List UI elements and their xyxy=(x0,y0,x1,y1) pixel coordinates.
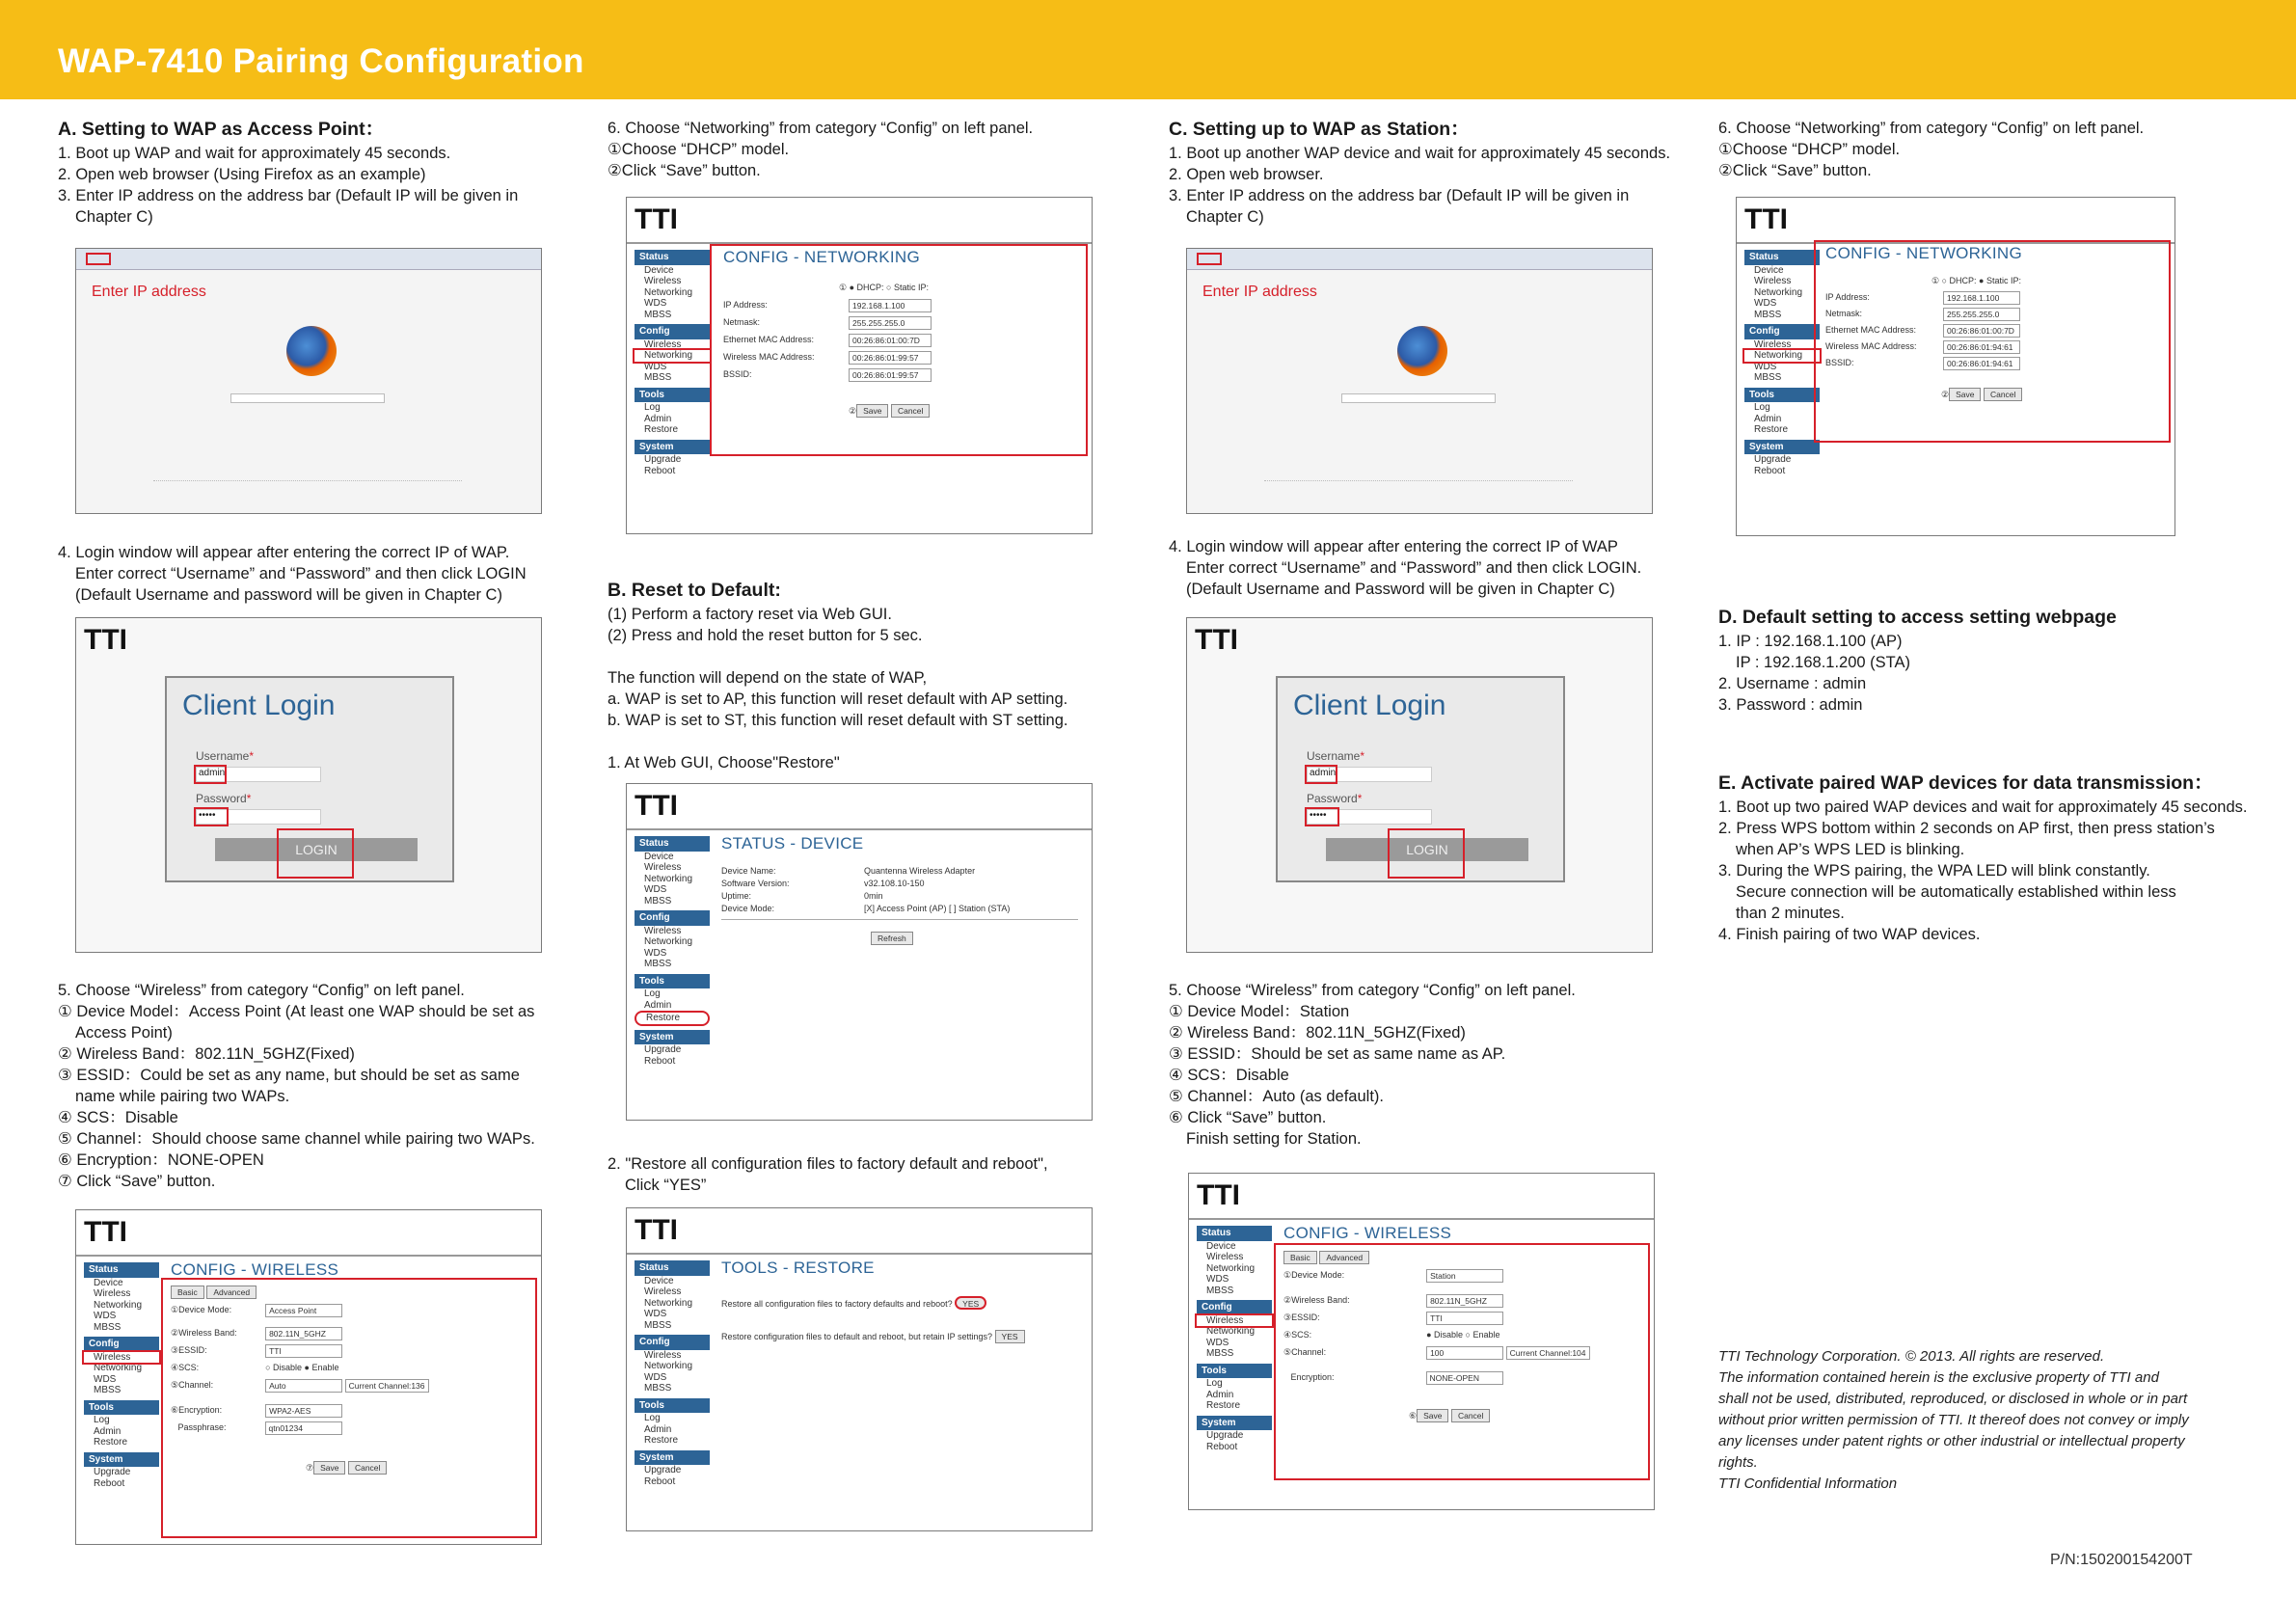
text-line: Click “YES” xyxy=(625,1177,707,1194)
text-line: ⑦ Click “Save” button. xyxy=(58,1173,216,1190)
text-line: when AP’s WPS LED is blinking. xyxy=(1736,841,1965,858)
panel-title: CONFIG - WIRELESS xyxy=(1283,1224,1452,1242)
text-line: ④ SCS：Disable xyxy=(1169,1067,1289,1084)
panel-title: CONFIG - NETWORKING xyxy=(1825,244,2023,262)
section-a-title: A. Setting to WAP as Access Point： xyxy=(58,119,385,140)
text-line: 1. Boot up two paired WAP devices and wait for approximately 45 seconds. xyxy=(1718,798,2248,816)
text-line: 2. Open web browser (Using Firefox as an example) xyxy=(58,166,426,183)
section-d xyxy=(1718,606,2258,716)
side-menu: Status Device Wireless Networking WDS MBSS Config Wireless Networking WDS MBSS Tools Log Admin Restore System Upgrade Reboot xyxy=(635,832,710,1067)
text-line: ③ ESSID：Could be set as any name, but should be set as same xyxy=(58,1067,520,1084)
text-line: ③ ESSID：Should be set as same name as AP. xyxy=(1169,1045,1506,1063)
search-box xyxy=(230,393,385,403)
text-line: ①Choose “DHCP” model. xyxy=(608,141,790,158)
save-button[interactable]: Save xyxy=(313,1461,345,1475)
username-field[interactable]: admin xyxy=(1307,767,1432,782)
section-a-step6 xyxy=(608,118,1109,181)
login-screenshot xyxy=(75,617,542,953)
menu-restore[interactable]: Restore xyxy=(635,1011,710,1026)
side-menu: Status Device Wireless Networking WDS MBSS Config Wireless Networking WDS MBSS Tools Log Admin Restore System Upgrade Reboot xyxy=(635,246,710,476)
side-menu: Status Device Wireless Networking WDS MBSS Config Wireless Networking WDS MBSS Tools Log Admin Restore System Upgrade Reboot xyxy=(1744,246,1820,476)
text-line: 5. Choose “Wireless” from category “Config” on left panel. xyxy=(1169,982,1576,999)
menu-wireless[interactable]: Wireless xyxy=(84,1352,159,1364)
tools-restore-screenshot xyxy=(626,1207,1093,1531)
text-line: 3. Enter IP address on the address bar (Default IP will be given in xyxy=(1169,187,1630,204)
text-line: Chapter C) xyxy=(1186,208,1264,226)
text-line: 1. IP : 192.168.1.100 (AP) xyxy=(1718,633,1903,650)
browser-toolbar xyxy=(1187,249,1653,270)
save-button[interactable]: Save xyxy=(1949,388,1981,401)
firefox-icon xyxy=(1397,326,1447,376)
section-b-step2 xyxy=(608,1153,1109,1196)
password-highlight xyxy=(194,807,229,826)
password-label: Password xyxy=(196,792,247,805)
text-line: ④ SCS：Disable xyxy=(58,1109,178,1126)
text-line: 3. Password : admin xyxy=(1718,696,1863,714)
search-box xyxy=(1341,393,1496,403)
browser-toolbar xyxy=(76,249,542,270)
login-title: Client Login xyxy=(182,690,336,721)
refresh-button[interactable]: Refresh xyxy=(871,932,913,945)
text-line: 4. Login window will appear after entering the correct IP of WAP. xyxy=(58,544,510,561)
login-highlight xyxy=(277,828,354,879)
password-label: Password xyxy=(1307,792,1358,805)
device-mode-select[interactable]: Access Point xyxy=(265,1304,342,1317)
networking-form: ① ○ DHCP: ● Static IP: IP Address: 192.168.1.100 Netmask: 255.255.255.0 Ethernet MAC Address: 00:26:86:01:00:7D Wireless MAC Address: 00:26:86:01:94:61 BSSID: 00:26:86:01:94:61 ② Save Cancel xyxy=(1825,276,2021,399)
cancel-button[interactable]: Cancel xyxy=(1984,388,2022,401)
section-c-step6 xyxy=(1718,118,2239,181)
text-line: The function will depend on the state of WAP, xyxy=(608,669,928,687)
section-c-step5 xyxy=(1169,980,1709,1150)
save-button[interactable]: Save xyxy=(856,404,888,418)
side-menu: Status Device Wireless Networking WDS MBSS Config Wireless Networking WDS MBSS Tools Log Admin Restore System Upgrade Reboot xyxy=(635,1257,710,1487)
bottom-icons xyxy=(1264,480,1573,492)
text-line: 2. Press WPS bottom within 2 seconds on AP first, then press station’s xyxy=(1718,820,2215,837)
panel-title: CONFIG - WIRELESS xyxy=(171,1260,339,1279)
password-highlight xyxy=(1305,807,1339,826)
login-button[interactable]: LOGIN xyxy=(215,838,418,861)
side-menu: Status Device Wireless Networking WDS MBSS Config Wireless Networking WDS MBSS Tools Log Admin Restore System Upgrade Reboot xyxy=(1197,1222,1272,1452)
text-line: 1. Boot up WAP and wait for approximately 45 seconds. xyxy=(58,145,451,162)
legal-notice: TTI Technology Corporation. © 2013. All rights are reserved. The information contained herein is the exclusive property of TTI and shall not be used, distributed, reproduced, or disclosed in whole or in part without prior written permission of TTI. It thereof does not convey or imply any licenses under patent rights or other industrial or intellectual property rights. TTI Confidential Information xyxy=(1718,1348,2189,1492)
text-line: Enter correct “Username” and “Password” and then click LOGIN. xyxy=(1186,559,1642,577)
brand-logo: TTI xyxy=(635,203,678,235)
wireless-form: Basic Advanced ①Device Mode: Access Point ②Wireless Band: 802.11N_5GHZ ③ESSID: TTI ④SCS: ○ Disable ● Enable ⑤Channel: Auto Current Channel:136 ⑥Encryption: WPA2-AES Passphrase: qtn01234 ⑦ Save Cancel xyxy=(171,1284,527,1476)
address-highlight xyxy=(86,253,111,265)
text-line: 2. Username : admin xyxy=(1718,675,1867,692)
menu-wireless[interactable]: Wireless xyxy=(1197,1315,1272,1327)
panel-title: CONFIG - NETWORKING xyxy=(723,248,921,266)
section-e-title: E. Activate paired WAP devices for data transmission： xyxy=(1718,772,2213,794)
title-bar xyxy=(0,0,2296,99)
firefox-screenshot xyxy=(1186,248,1653,514)
text-line: (2) Press and hold the reset button for 5 sec. xyxy=(608,627,923,644)
section-c-step4 xyxy=(1169,536,1709,600)
text-line: (Default Username and password will be given in Chapter C) xyxy=(75,586,502,604)
text-line: (1) Perform a factory reset via Web GUI. xyxy=(608,606,892,623)
login-panel: Client Login Username* admin Password* ••••• LOGIN xyxy=(165,676,454,882)
section-a-step4 xyxy=(58,542,559,606)
bottom-icons xyxy=(153,480,462,492)
text-line: 2. "Restore all configuration files to factory default and reboot", xyxy=(608,1155,1048,1173)
password-field[interactable]: ••••• xyxy=(196,809,321,825)
password-field[interactable]: ••••• xyxy=(1307,809,1432,825)
text-line: ② Wireless Band：802.11N_5GHZ(Fixed) xyxy=(1169,1024,1466,1042)
text-line: b. WAP is set to ST, this function will reset default with ST setting. xyxy=(608,712,1068,729)
wireless-form: Basic Advanced ①Device Mode: Station ②Wireless Band: 802.11N_5GHZ ③ESSID: TTI ④SCS: ● Disable ○ Enable ⑤Channel: 100 Current Channel:104 Encryption: NONE-OPEN ⑥ Save Cancel xyxy=(1283,1249,1640,1424)
login-highlight xyxy=(1388,828,1465,879)
brand-logo: TTI xyxy=(635,1214,678,1246)
username-highlight xyxy=(1305,765,1337,784)
section-a-step5 xyxy=(58,980,579,1192)
username-label: Username xyxy=(1307,749,1361,763)
text-line: 2. Open web browser. xyxy=(1169,166,1324,183)
text-line: 6. Choose “Networking” from category “Config” on left panel. xyxy=(608,120,1034,137)
config-wireless-sta-screenshot xyxy=(1188,1173,1655,1510)
config-networking-sta-screenshot xyxy=(1736,197,2175,536)
text-line: ⑤ Channel：Should choose same channel while pairing two WAPs. xyxy=(58,1130,535,1148)
text-line: 3. Enter IP address on the address bar (Default IP will be given in xyxy=(58,187,519,204)
text-line: name while pairing two WAPs. xyxy=(75,1088,290,1105)
section-b-title: B. Reset to Default: xyxy=(608,580,781,601)
text-line: ②Click “Save” button. xyxy=(608,162,761,179)
firefox-screenshot xyxy=(75,248,542,514)
brand-logo: TTI xyxy=(1197,1179,1240,1211)
yes-retain-button[interactable]: YES xyxy=(995,1330,1025,1343)
section-c-intro xyxy=(1169,118,1709,228)
text-line: Enter correct “Username” and “Password” and then click LOGIN xyxy=(75,565,527,582)
text-line: Finish setting for Station. xyxy=(1186,1130,1362,1148)
text-line: 5. Choose “Wireless” from category “Config” on left panel. xyxy=(58,982,465,999)
part-number: P/N:150200154200T xyxy=(2050,1552,2193,1568)
brand-logo: TTI xyxy=(635,790,678,822)
text-line: ⑥ Click “Save” button. xyxy=(1169,1109,1327,1126)
text-line: than 2 minutes. xyxy=(1736,905,1845,922)
text-line: IP : 192.168.1.200 (STA) xyxy=(1736,654,1911,671)
text-line: 1. Boot up another WAP device and wait for approximately 45 seconds. xyxy=(1169,145,1671,162)
restore-options: Restore all configuration files to factory defaults and reboot? YES Restore configuration files to default and reboot, but retain IP settings? YES xyxy=(721,1287,1078,1353)
device-info: Device Name: Quantenna Wireless Adapter Software Version: v32.108.10-150 Uptime: 0min Device Mode: [X] Access Point (AP) [ ] Station (STA) Refresh xyxy=(721,865,1078,945)
panel-title: TOOLS - RESTORE xyxy=(721,1259,875,1277)
section-b xyxy=(608,579,1109,773)
cancel-button[interactable]: Cancel xyxy=(891,404,930,418)
cancel-button[interactable]: Cancel xyxy=(1451,1409,1490,1422)
brand-logo: TTI xyxy=(84,624,127,656)
section-e xyxy=(1718,771,2278,945)
essid-input[interactable]: TTI xyxy=(1426,1312,1503,1325)
page-title: WAP-7410 Pairing Configuration xyxy=(58,42,584,80)
text-line: ②Click “Save” button. xyxy=(1718,162,1872,179)
panel-title: STATUS - DEVICE xyxy=(721,834,864,853)
text-line: Access Point) xyxy=(75,1024,173,1042)
brand-logo: TTI xyxy=(1744,203,1788,235)
text-line: a. WAP is set to AP, this function will reset default with AP setting. xyxy=(608,690,1068,708)
text-line: (Default Username and Password will be given in Chapter C) xyxy=(1186,581,1615,598)
save-button[interactable]: Save xyxy=(1417,1409,1448,1422)
brand-logo: TTI xyxy=(1195,624,1238,656)
encryption-select[interactable]: WPA2-AES xyxy=(265,1404,342,1418)
enter-ip-label: Enter IP address xyxy=(1202,284,1317,300)
text-line: 4. Finish pairing of two WAP devices. xyxy=(1718,926,1981,943)
section-d-title: D. Default setting to access setting webpage xyxy=(1718,607,2117,628)
text-line: 6. Choose “Networking” from category “Config” on left panel. xyxy=(1718,120,2145,137)
text-line: ① Device Model：Access Point (At least one WAP should be set as xyxy=(58,1003,535,1020)
cancel-button[interactable]: Cancel xyxy=(348,1461,387,1475)
login-button[interactable]: LOGIN xyxy=(1326,838,1528,861)
text-line: Secure connection will be automatically established within less xyxy=(1736,883,2176,901)
essid-input[interactable]: TTI xyxy=(265,1344,342,1358)
text-line: 3. During the WPS pairing, the WPA LED will blink constantly. xyxy=(1718,862,2150,880)
username-label: Username xyxy=(196,749,250,763)
username-highlight xyxy=(194,765,227,784)
menu-networking[interactable]: Networking xyxy=(1744,350,1820,362)
login-title: Client Login xyxy=(1293,690,1446,721)
login-panel: Client Login Username* admin Password* ••••• LOGIN xyxy=(1276,676,1565,882)
username-field[interactable]: admin xyxy=(196,767,321,782)
text-line: ①Choose “DHCP” model. xyxy=(1718,141,1901,158)
login-screenshot xyxy=(1186,617,1653,953)
status-device-screenshot xyxy=(626,783,1093,1121)
text-line: ② Wireless Band：802.11N_5GHZ(Fixed) xyxy=(58,1045,355,1063)
text-line: ① Device Model：Station xyxy=(1169,1003,1350,1020)
config-wireless-ap-screenshot xyxy=(75,1209,542,1545)
address-highlight xyxy=(1197,253,1222,265)
device-mode-select[interactable]: Station xyxy=(1426,1269,1503,1283)
networking-form: ① ● DHCP: ○ Static IP: IP Address: 192.168.1.100 Netmask: 255.255.255.0 Ethernet MAC Address: 00:26:86:01:00:7D Wireless MAC Address: 00:26:86:01:99:57 BSSID: 00:26:86:01:99:57 ② Save Cancel xyxy=(723,279,1080,420)
menu-networking[interactable]: Networking xyxy=(635,350,710,362)
text-line: Chapter C) xyxy=(75,208,153,226)
side-menu: Status Device Wireless Networking WDS MBSS Config Wireless Networking WDS MBSS Tools Log Admin Restore System Upgrade Reboot xyxy=(84,1259,159,1489)
section-a-intro xyxy=(58,118,559,228)
yes-button[interactable]: YES xyxy=(955,1296,986,1310)
firefox-icon xyxy=(286,326,337,376)
brand-logo: TTI xyxy=(84,1216,127,1248)
section-c-title: C. Setting up to WAP as Station： xyxy=(1169,119,1470,140)
text-line: 4. Login window will appear after entering the correct IP of WAP xyxy=(1169,538,1618,555)
text-line: ⑤ Channel：Auto (as default). xyxy=(1169,1088,1384,1105)
text-line: 1. At Web GUI, Choose"Restore" xyxy=(608,754,840,771)
enter-ip-label: Enter IP address xyxy=(92,284,206,300)
text-line: ⑥ Encryption：NONE-OPEN xyxy=(58,1151,264,1169)
config-networking-ap-screenshot xyxy=(626,197,1093,534)
